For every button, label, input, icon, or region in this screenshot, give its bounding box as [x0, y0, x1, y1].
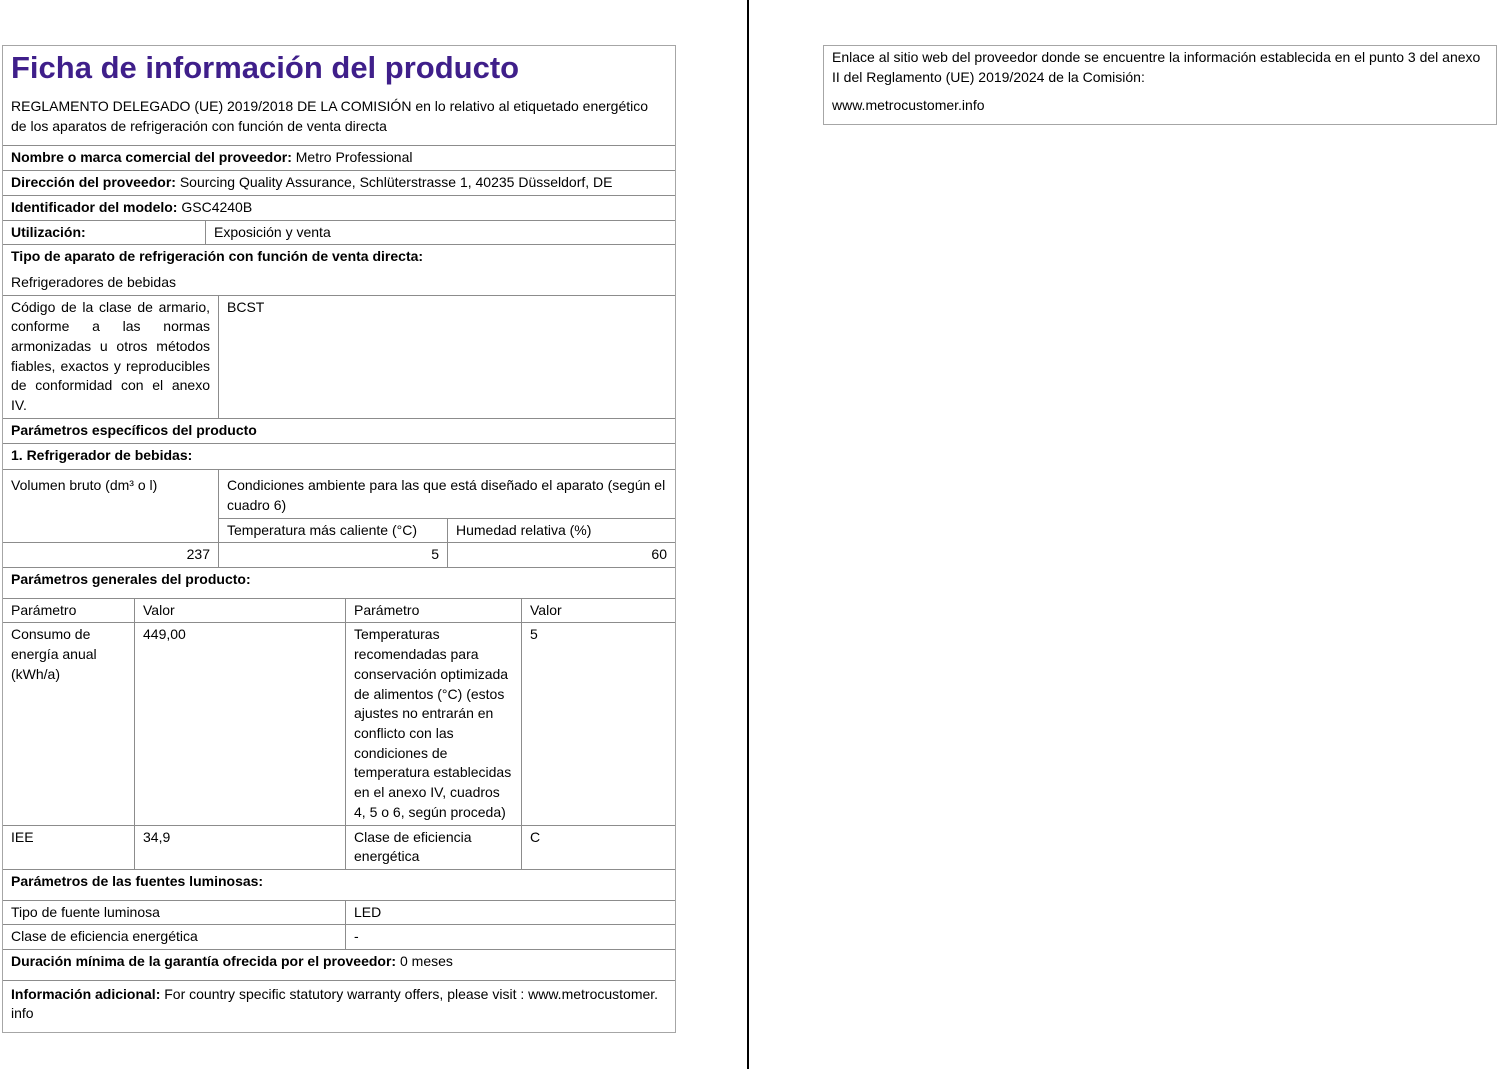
- specific-params-heading: Parámetros específicos del producto: [11, 421, 257, 438]
- page-divider: [747, 0, 749, 1069]
- energy-consumption-label: Consumo de energía anual (kWh/a): [11, 626, 97, 682]
- gross-volume-value: 237: [186, 546, 210, 563]
- light-params-row: [3, 869, 675, 900]
- supplier-website-text: Enlace al sitio web del proveedor donde se encuentre la información establecida en el punto 3 del anexo II del Reglamento (UE) 2019/2024 de la Comisión:: [832, 49, 1481, 85]
- recommended-temp-label: Temperaturas recomendadas para conservación optimizada de alimentos (°C) (estos ajustes no entrarán en conflicto con las condiciones de temperatura establecidas en el anexo IV, cuadros 4, 5 o 6, según proceda): [345, 623, 521, 824]
- warranty-row: [3, 949, 675, 980]
- warranty-value: 0 meses: [400, 953, 453, 970]
- appliance-type-row: [3, 244, 675, 294]
- iee-row: [3, 825, 675, 869]
- supplier-address-value: Sourcing Quality Assurance, Schlüterstrasse 1, 40235 Düsseldorf, DE: [179, 174, 613, 191]
- volume-values-row: [3, 542, 675, 567]
- warranty-label: Duración mínima de la garantía ofrecida por el proveedor:: [11, 953, 397, 970]
- sheet-title: Ficha de información del producto: [11, 50, 520, 85]
- light-efficiency-label: Clase de eficiencia energética: [11, 928, 198, 945]
- model-value: GSC4240B: [181, 198, 253, 215]
- gross-volume-label: Volumen bruto (dm³ o l): [11, 477, 158, 494]
- model-label: Identificador del modelo:: [11, 198, 178, 215]
- recommended-temp-value: 5: [521, 623, 675, 824]
- light-type-row: [3, 900, 675, 925]
- appliance-type-value: Refrigeradores de bebidas: [11, 273, 176, 290]
- beverage-cooler-heading: 1. Refrigerador de bebidas:: [11, 446, 193, 463]
- params-header-row: [3, 598, 675, 623]
- efficiency-class-label: Clase de eficiencia energética: [345, 826, 521, 869]
- product-information-sheet: [2, 45, 676, 1033]
- ambient-conditions-label: Condiciones ambiente para las que está diseñado el aparato (según el cuadro 6): [227, 477, 666, 513]
- col-value-1: Valor: [134, 599, 345, 623]
- col-param-1: Parámetro: [11, 601, 77, 618]
- humidity-value: 60: [447, 543, 675, 567]
- general-params-row: [3, 567, 675, 598]
- supplier-website-url[interactable]: www.metrocustomer.info: [832, 97, 985, 114]
- supplier-website-box: [823, 45, 1497, 125]
- use-row: [3, 220, 675, 245]
- light-params-heading: Parámetros de las fuentes luminosas:: [11, 872, 264, 889]
- additional-info-value: For country specific statutory warranty offers, please visit : www.metrocustomer.info: [11, 985, 659, 1022]
- col-param-2: Parámetro: [345, 599, 521, 623]
- beverage-cooler-row: [3, 443, 675, 470]
- cabinet-class-label: Código de la clase de armario, conforme a las normas armonizadas u otros métodos fiables, exactos y reproducibles de conformidad con el anexo IV.: [11, 298, 210, 414]
- cabinet-class-row: [3, 295, 675, 418]
- use-label: Utilización:: [11, 223, 86, 240]
- energy-consumption-value: 449,00: [134, 623, 345, 824]
- energy-row: [3, 622, 675, 824]
- cabinet-class-value: BCST: [218, 296, 675, 418]
- efficiency-class-value: C: [521, 826, 675, 869]
- volume-conditions-row: [3, 469, 675, 542]
- humidity-label: Humedad relativa (%): [447, 519, 675, 543]
- use-value: Exposición y venta: [205, 221, 675, 245]
- additional-info-row: [3, 980, 675, 1032]
- appliance-type-label: Tipo de aparato de refrigeración con función de venta directa:: [11, 248, 424, 265]
- specific-params-row: [3, 418, 675, 443]
- warmest-temp-label: Temperatura más caliente (°C): [227, 521, 417, 538]
- regulation-text: REGLAMENTO DELEGADO (UE) 2019/2018 DE LA COMISIÓN en lo relativo al etiquetado energético de los aparatos de refrigeración con función de venta directa: [11, 98, 649, 134]
- light-type-label: Tipo de fuente luminosa: [11, 903, 160, 920]
- model-row: [3, 195, 675, 220]
- light-efficiency-row: [3, 924, 675, 949]
- general-params-heading: Parámetros generales del producto:: [11, 571, 251, 588]
- light-type-value: LED: [345, 901, 675, 925]
- supplier-address-row: [3, 170, 675, 195]
- supplier-name-label: Nombre o marca comercial del proveedor:: [11, 149, 292, 166]
- supplier-name-row: [3, 145, 675, 170]
- supplier-address-label: Dirección del proveedor:: [11, 174, 176, 191]
- additional-info-label: Información adicional:: [11, 985, 161, 1002]
- iee-label: IEE: [11, 828, 34, 845]
- light-efficiency-value: -: [345, 925, 675, 949]
- iee-value: 34,9: [134, 826, 345, 869]
- warmest-temp-value: 5: [218, 543, 447, 567]
- supplier-name-value: Metro Professional: [295, 149, 413, 166]
- col-value-2: Valor: [521, 599, 675, 623]
